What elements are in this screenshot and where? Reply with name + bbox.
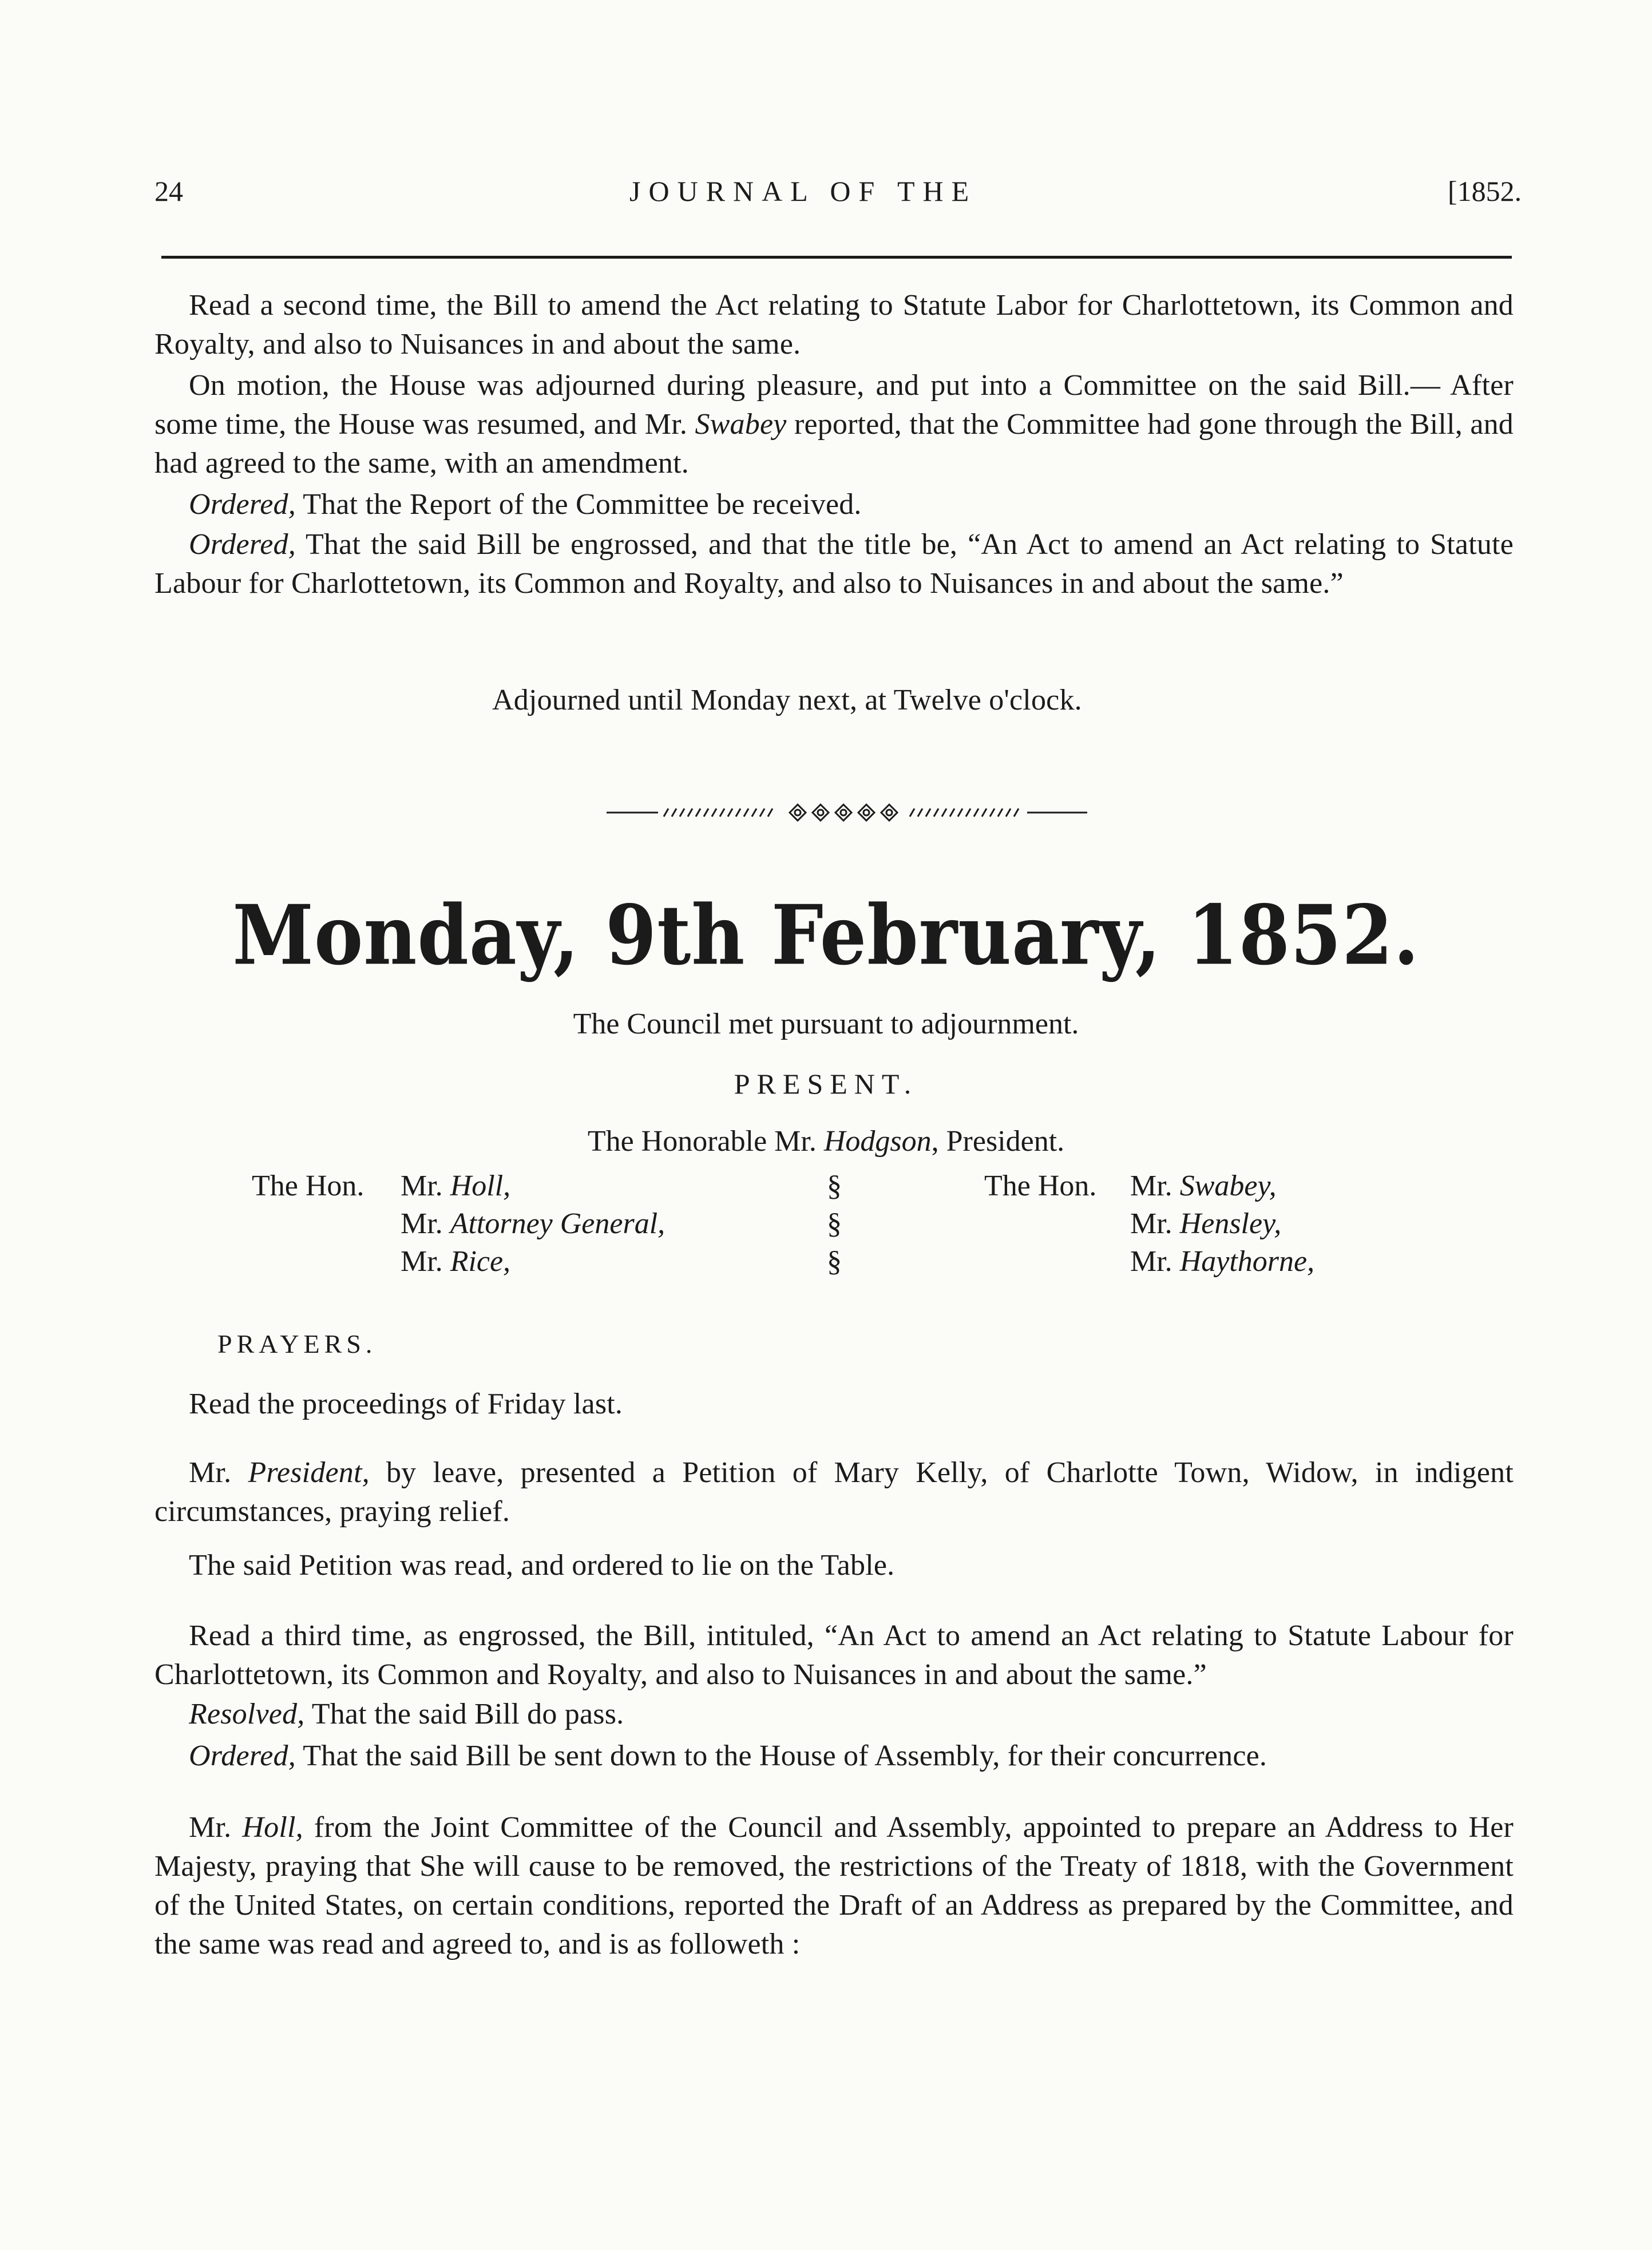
paragraph-second-reading: Read a second time, the Bill to amend the Act relating to Statute Labor for Charlottetown, its Common and Royalty, and also to Nuisances in and about the same. xyxy=(154,289,1514,361)
page-number: 24 xyxy=(154,175,183,207)
member-right-3: Mr. Haythorne, xyxy=(1130,1245,1315,1278)
ornamental-divider xyxy=(607,798,1087,827)
prayers-heading: PRAYERS. xyxy=(217,1329,377,1358)
date-heading: Monday, 9th February, 1852. xyxy=(232,888,1420,984)
paragraph-third-reading: Read a third time, as engrossed, the Bill, intituled, “An Act to amend an Act relating to Statute Labour for Charlottetown, its Common and Royalty, and also to Nuisances in and about the same.” xyxy=(154,1619,1514,1691)
header-rule xyxy=(161,256,1512,259)
paragraph-committee: On motion, the House was adjourned during pleasure, and put into a Committee on the said Bill.— After some time, the House was resumed, and Mr. Swabey reported, that the Committee had gone through the Bill, and had agreed to the same, with an amendment. xyxy=(154,369,1514,480)
paragraph-petition: Mr. President, by leave, presented a Petition of Mary Kelly, of Charlotte Town, Widow, in indigent circumstances, praying relief. xyxy=(154,1456,1514,1528)
member-separators xyxy=(827,1167,842,1281)
members-left-list xyxy=(401,1167,665,1281)
adjourned-line: Adjourned until Monday next, at Twelve o'clock. xyxy=(492,684,1082,716)
member-left-1: Mr. Holl, xyxy=(401,1170,511,1202)
member-left-2: Mr. Attorney General, xyxy=(401,1207,665,1240)
members-right-list xyxy=(1130,1167,1314,1281)
paragraph-resolved: Resolved, That the said Bill do pass. xyxy=(189,1698,624,1730)
paragraph-petition-read: The said Petition was read, and ordered to lie on the Table. xyxy=(189,1549,895,1582)
separator-2: § xyxy=(827,1207,842,1240)
separator-3: § xyxy=(827,1245,842,1278)
council-met-line: The Council met pursuant to adjournment. xyxy=(573,1008,1079,1040)
present-heading: PRESENT. xyxy=(734,1068,918,1100)
president-line: The Honorable Mr. Hodgson, President. xyxy=(587,1125,1065,1158)
member-right-1: Mr. Swabey, xyxy=(1130,1170,1277,1202)
members-left-prefix: The Hon. xyxy=(252,1170,365,1202)
running-title: JOURNAL OF THE xyxy=(629,175,977,207)
paragraph-read-proceedings: Read the proceedings of Friday last. xyxy=(189,1388,623,1420)
paragraph-report-received: Ordered, That the Report of the Committee be received. xyxy=(189,488,862,521)
running-year: [1852. xyxy=(1448,175,1522,207)
paragraph-address-report: Mr. Holl, from the Joint Committee of the Council and Assembly, appointed to prepare an Address to Her Majesty, praying that She will cause to be removed, the restrictions of the Treaty of 1818, with the Government of the United States, on certain conditions, reported the Draft of an Address as prepared by the Committee, and the same was read and agreed to, and is as followeth : xyxy=(154,1811,1514,1960)
members-right-prefix: The Hon. xyxy=(984,1170,1097,1202)
member-right-2: Mr. Hensley, xyxy=(1130,1207,1282,1240)
paragraph-sent-down: Ordered, That the said Bill be sent down to the House of Assembly, for their concurrence. xyxy=(189,1740,1267,1772)
paragraph-engrossed: Ordered, That the said Bill be engrossed, and that the title be, “An Act to amend an Act relating to Statute Labour for Charlottetown, its Common and Royalty, and also to Nuisances in and about the same.” xyxy=(154,528,1514,600)
member-left-3: Mr. Rice, xyxy=(401,1245,511,1278)
separator-1: § xyxy=(827,1170,842,1202)
